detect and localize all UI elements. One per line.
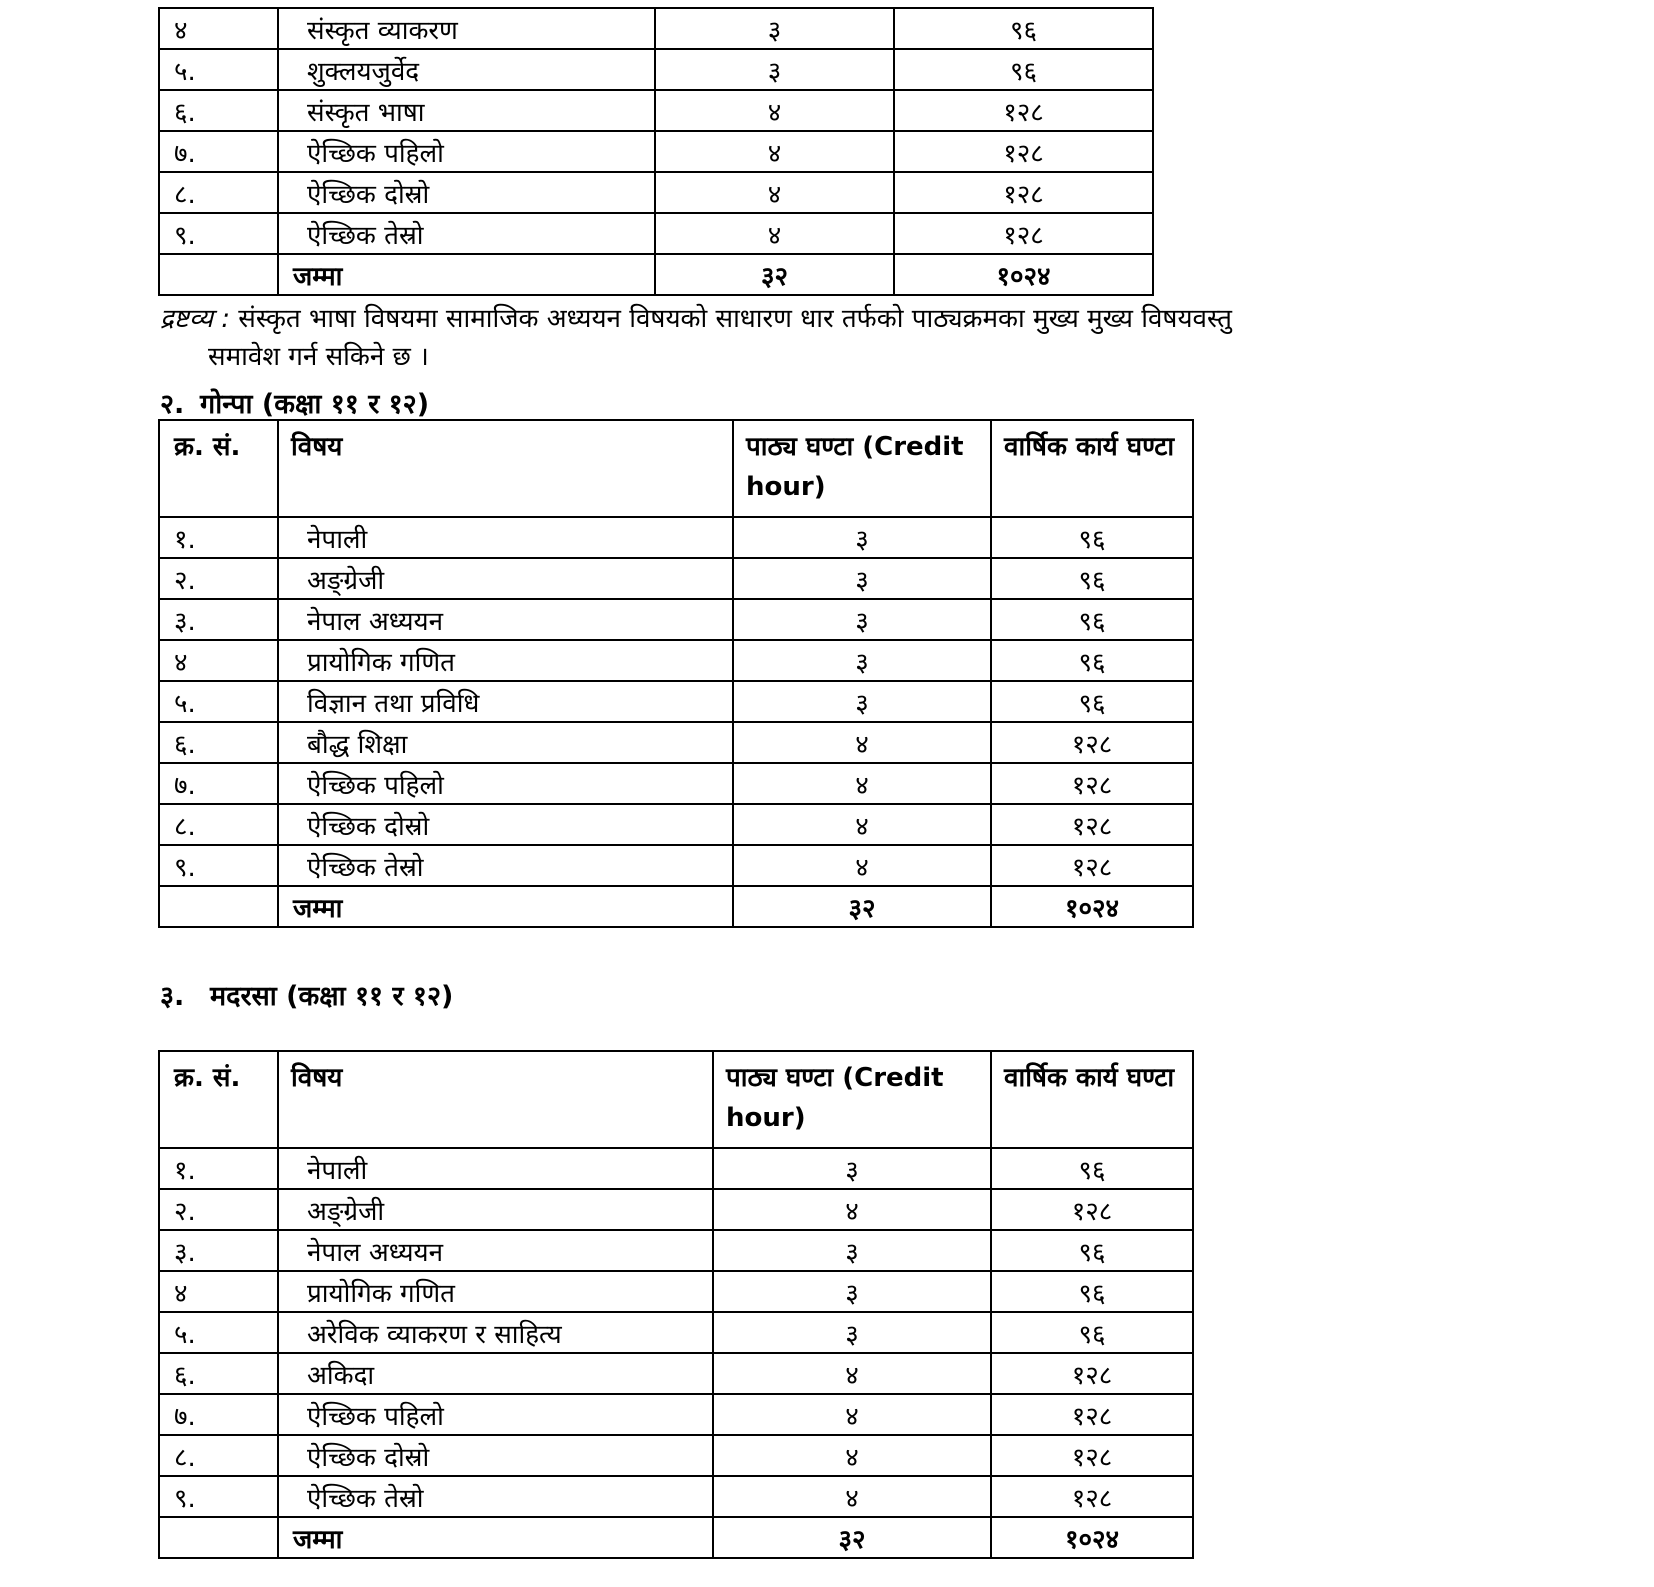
hours-cell: १२८ — [991, 1476, 1193, 1517]
sn-cell: ८. — [159, 804, 278, 845]
sn-cell: ९. — [159, 1476, 278, 1517]
table-1 — [158, 7, 1154, 296]
hours-cell: ९६ — [991, 1230, 1193, 1271]
credit-cell: ३ — [713, 1271, 991, 1312]
table-row — [159, 845, 1193, 886]
table-row — [159, 517, 1193, 558]
total-label: जम्मा — [278, 886, 733, 927]
note-line-1 — [160, 300, 1480, 338]
table-row — [159, 558, 1193, 599]
credit-cell: ४ — [733, 763, 991, 804]
credit-cell: ४ — [733, 804, 991, 845]
credit-cell: ४ — [713, 1435, 991, 1476]
header-credit: पाठ्य घण्टा (Credit hour) — [713, 1051, 991, 1148]
credit-cell: ४ — [655, 90, 894, 131]
hours-cell: १२८ — [991, 1353, 1193, 1394]
table-row — [159, 90, 1153, 131]
subject-cell: प्रायोगिक गणित — [278, 640, 733, 681]
subject-cell: अङ्ग्रेजी — [278, 1189, 713, 1230]
hours-cell: १२८ — [894, 90, 1153, 131]
hours-cell: ९६ — [991, 1312, 1193, 1353]
subject-cell: संस्कृत व्याकरण — [278, 8, 655, 49]
note — [160, 300, 1480, 376]
total-row — [159, 886, 1193, 927]
subject-cell: अकिदा — [278, 1353, 713, 1394]
header-sn: क्र. सं. — [159, 420, 278, 517]
subject-cell: अरेविक व्याकरण र साहित्य — [278, 1312, 713, 1353]
credit-cell: ४ — [733, 845, 991, 886]
sn-cell: ९. — [159, 845, 278, 886]
header-sn: क्र. सं. — [159, 1051, 278, 1148]
total-credit: ३२ — [733, 886, 991, 927]
table-row — [159, 1394, 1193, 1435]
table-row — [159, 1353, 1193, 1394]
hours-cell: १२८ — [991, 763, 1193, 804]
credit-cell: ३ — [713, 1148, 991, 1189]
hours-cell: ९६ — [894, 49, 1153, 90]
sn-cell: १. — [159, 517, 278, 558]
total-hours: १०२४ — [991, 1517, 1193, 1558]
hours-cell: ९६ — [894, 8, 1153, 49]
credit-cell: ४ — [713, 1394, 991, 1435]
credit-cell: ३ — [655, 8, 894, 49]
table-row — [159, 1312, 1193, 1353]
table-3-body — [159, 1051, 1193, 1558]
table-row — [159, 1271, 1193, 1312]
table-row — [159, 1148, 1193, 1189]
section-2-title: गोन्पा (कक्षा ११ र १२) — [200, 389, 430, 420]
subject-cell: ऐच्छिक तेस्रो — [278, 1476, 713, 1517]
sn-cell: ५. — [159, 681, 278, 722]
note-text: संस्कृत भाषा विषयमा सामाजिक अध्ययन विषयको साधारण धार तर्फको पाठ्यक्रमका मुख्य मुख्य विषयवस्तु — [238, 304, 1232, 334]
sn-cell: ५. — [159, 1312, 278, 1353]
table-header-row — [159, 1051, 1193, 1148]
table-1-body — [159, 8, 1153, 295]
table-row — [159, 1189, 1193, 1230]
subject-cell: बौद्ध शिक्षा — [278, 722, 733, 763]
table-row — [159, 172, 1153, 213]
total-label: जम्मा — [278, 254, 655, 295]
table-3 — [158, 1050, 1194, 1559]
hours-cell: ९६ — [991, 517, 1193, 558]
credit-cell: ३ — [733, 517, 991, 558]
table-row — [159, 213, 1153, 254]
table-row — [159, 49, 1153, 90]
hours-cell: ९६ — [991, 1271, 1193, 1312]
credit-cell: ४ — [713, 1189, 991, 1230]
hours-cell: १२८ — [894, 131, 1153, 172]
credit-cell: ४ — [655, 213, 894, 254]
subject-cell: नेपाली — [278, 1148, 713, 1189]
sn-cell: ५. — [159, 49, 278, 90]
credit-cell: ३ — [733, 558, 991, 599]
table-row — [159, 640, 1193, 681]
hours-cell: १२८ — [991, 804, 1193, 845]
subject-cell: नेपाल अध्ययन — [278, 1230, 713, 1271]
section-3-heading — [160, 976, 453, 1013]
table-row — [159, 681, 1193, 722]
hours-cell: १२८ — [894, 172, 1153, 213]
hours-cell: ९६ — [991, 599, 1193, 640]
table-row — [159, 1230, 1193, 1271]
credit-cell: ३ — [733, 681, 991, 722]
note-line-2: समावेश गर्न सकिने छ । — [208, 342, 429, 372]
table-row — [159, 722, 1193, 763]
total-credit: ३२ — [713, 1517, 991, 1558]
total-row — [159, 1517, 1193, 1558]
subject-cell: ऐच्छिक दोस्रो — [278, 804, 733, 845]
section-2-heading — [160, 384, 429, 421]
total-row — [159, 254, 1153, 295]
hours-cell: ९६ — [991, 640, 1193, 681]
sn-cell: ६. — [159, 1353, 278, 1394]
sn-cell: २. — [159, 1189, 278, 1230]
hours-cell: ९६ — [991, 558, 1193, 599]
sn-cell: ८. — [159, 1435, 278, 1476]
table-row — [159, 599, 1193, 640]
credit-cell: ४ — [713, 1353, 991, 1394]
header-subject: विषय — [278, 420, 733, 517]
subject-cell: नेपाली — [278, 517, 733, 558]
sn-cell: ३. — [159, 599, 278, 640]
table-row — [159, 1435, 1193, 1476]
sn-cell: ७. — [159, 763, 278, 804]
credit-cell: ३ — [713, 1312, 991, 1353]
note-label: द्रष्टव्य : — [160, 304, 230, 334]
credit-cell: ३ — [733, 599, 991, 640]
credit-cell: ३ — [733, 640, 991, 681]
sn-cell: ४ — [159, 1271, 278, 1312]
subject-cell: ऐच्छिक पहिलो — [278, 131, 655, 172]
sn-cell: ३. — [159, 1230, 278, 1271]
total-label: जम्मा — [278, 1517, 713, 1558]
header-hours: वार्षिक कार्य घण्टा — [991, 420, 1193, 517]
hours-cell: १२८ — [991, 1394, 1193, 1435]
sn-cell: २. — [159, 558, 278, 599]
subject-cell: प्रायोगिक गणित — [278, 1271, 713, 1312]
header-credit: पाठ्य घण्टा (Credit hour) — [733, 420, 991, 517]
hours-cell: १२८ — [991, 1435, 1193, 1476]
credit-cell: ४ — [713, 1476, 991, 1517]
table-2-body — [159, 420, 1193, 927]
hours-cell: १२८ — [991, 722, 1193, 763]
subject-cell: ऐच्छिक तेस्रो — [278, 213, 655, 254]
sn-cell — [159, 1517, 278, 1558]
subject-cell: ऐच्छिक तेस्रो — [278, 845, 733, 886]
hours-cell: ९६ — [991, 681, 1193, 722]
subject-cell: संस्कृत भाषा — [278, 90, 655, 131]
sn-cell: ९. — [159, 213, 278, 254]
subject-cell: विज्ञान तथा प्रविधि — [278, 681, 733, 722]
total-hours: १०२४ — [894, 254, 1153, 295]
sn-cell: ४ — [159, 8, 278, 49]
credit-cell: ४ — [655, 172, 894, 213]
sn-cell — [159, 254, 278, 295]
section-3-number: ३. — [160, 981, 185, 1012]
subject-cell: ऐच्छिक दोस्रो — [278, 1435, 713, 1476]
hours-cell: १२८ — [991, 845, 1193, 886]
table-row — [159, 131, 1153, 172]
sn-cell: १. — [159, 1148, 278, 1189]
section-3-title: मदरसा (कक्षा ११ र १२) — [210, 981, 454, 1012]
table-row — [159, 763, 1193, 804]
subject-cell: ऐच्छिक दोस्रो — [278, 172, 655, 213]
sn-cell: ६. — [159, 722, 278, 763]
subject-cell: अङ्ग्रेजी — [278, 558, 733, 599]
sn-cell: ७. — [159, 131, 278, 172]
table-2 — [158, 419, 1194, 928]
sn-cell: ७. — [159, 1394, 278, 1435]
table-row — [159, 8, 1153, 49]
sn-cell: ८. — [159, 172, 278, 213]
subject-cell: शुक्लयजुर्वेद — [278, 49, 655, 90]
table-header-row — [159, 420, 1193, 517]
credit-cell: ४ — [733, 722, 991, 763]
total-hours: १०२४ — [991, 886, 1193, 927]
subject-cell: नेपाल अध्ययन — [278, 599, 733, 640]
header-hours: वार्षिक कार्य घण्टा — [991, 1051, 1193, 1148]
section-2-number: २. — [160, 389, 185, 420]
sn-cell — [159, 886, 278, 927]
table-row — [159, 1476, 1193, 1517]
credit-cell: ३ — [713, 1230, 991, 1271]
table-row — [159, 804, 1193, 845]
hours-cell: १२८ — [894, 213, 1153, 254]
header-subject: विषय — [278, 1051, 713, 1148]
sn-cell: ६. — [159, 90, 278, 131]
total-credit: ३२ — [655, 254, 894, 295]
subject-cell: ऐच्छिक पहिलो — [278, 763, 733, 804]
sn-cell: ४ — [159, 640, 278, 681]
subject-cell: ऐच्छिक पहिलो — [278, 1394, 713, 1435]
credit-cell: ४ — [655, 131, 894, 172]
hours-cell: १२८ — [991, 1189, 1193, 1230]
hours-cell: ९६ — [991, 1148, 1193, 1189]
credit-cell: ३ — [655, 49, 894, 90]
